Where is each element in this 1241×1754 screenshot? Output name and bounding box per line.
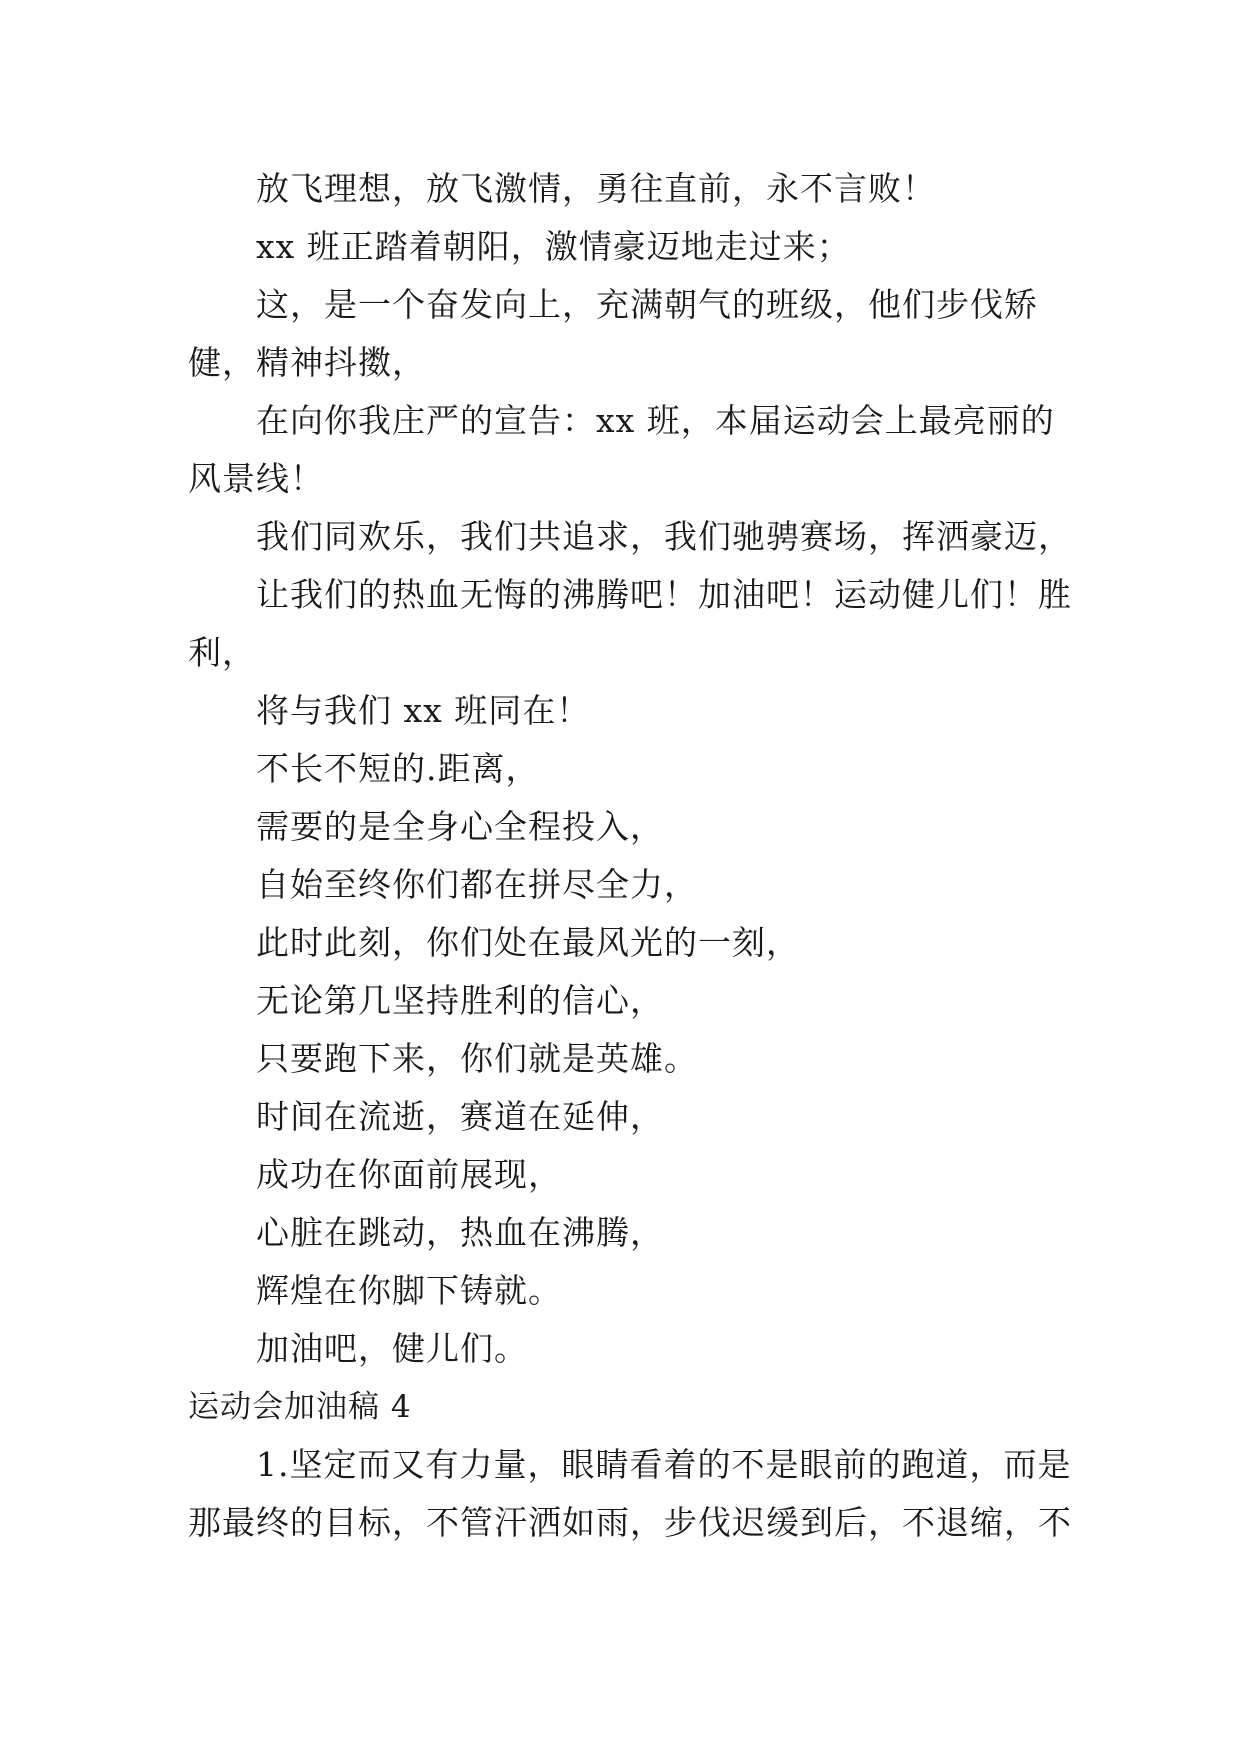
paragraph: 将与我们 xx 班同在！ — [256, 691, 591, 730]
paragraph: 时间在流逝，赛道在延伸， — [256, 1097, 664, 1136]
document-body — [188, 160, 1078, 1552]
paragraph: 加油吧，健儿们。 — [256, 1329, 528, 1368]
paragraph: 这，是一个奋发向上，充满朝气的班级，他们步伐矫健，精神抖擞， — [188, 285, 1038, 382]
paragraph: 让我们的热血无悔的沸腾吧！加油吧！运动健儿们！胜利， — [188, 575, 1072, 672]
paragraph: 我们同欢乐，我们共追求，我们驰骋赛场，挥洒豪迈， — [256, 517, 1072, 556]
paragraph: 无论第几坚持胜利的信心， — [256, 981, 664, 1020]
section-heading: 运动会加油稿 4 — [188, 1389, 412, 1425]
paragraph: 辉煌在你脚下铸就。 — [256, 1271, 562, 1310]
paragraph: 在向你我庄严的宣告：xx 班，本届运动会上最亮丽的风景线！ — [188, 401, 1055, 498]
paragraph: xx 班正踏着朝阳，激情豪迈地走过来； — [256, 227, 851, 266]
paragraph: 成功在你面前展现， — [256, 1155, 562, 1194]
paragraph: 心脏在跳动，热血在沸腾， — [256, 1213, 664, 1252]
paragraph: 自始至终你们都在拼尽全力， — [256, 865, 698, 904]
paragraph: 1.坚定而又有力量，眼睛看着的不是眼前的跑道，而是那最终的目标，不管汗洒如雨，步伐迟缓到后，不退缩，不 — [188, 1445, 1072, 1542]
paragraph: 需要的是全身心全程投入， — [256, 807, 664, 846]
paragraph: 此时此刻，你们处在最风光的一刻， — [256, 923, 800, 962]
paragraph: 不长不短的.距离， — [256, 749, 540, 788]
paragraph: 只要跑下来，你们就是英雄。 — [256, 1039, 698, 1078]
paragraph: 放飞理想，放飞激情，勇往直前，永不言败！ — [256, 169, 936, 208]
